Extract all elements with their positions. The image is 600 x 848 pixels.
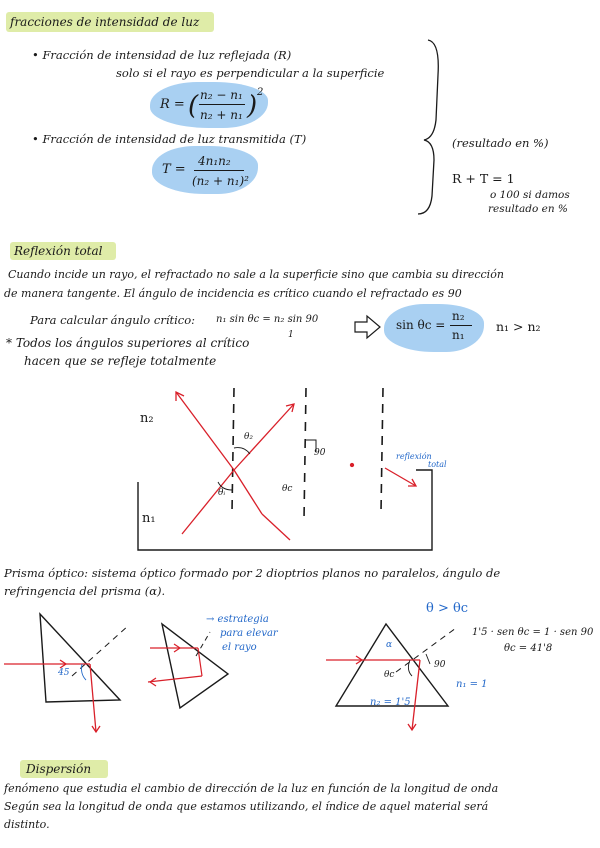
- medium-container: [138, 470, 432, 550]
- prism-3-n2: n₂ = 1'5: [370, 697, 411, 708]
- critical-ray: [262, 514, 290, 540]
- formula-r-paren-open: (: [188, 91, 199, 121]
- calc-equation: n₁ sin θc = n₂ sin 90: [216, 314, 319, 325]
- sum-note-2: resultado en %: [488, 203, 568, 215]
- prism-1: [40, 614, 120, 702]
- prism-1-normal: [72, 626, 128, 676]
- reflexion-line-1: Cuando incide un rayo, el refractado no sale a la superficie sino que cambia su dirección: [8, 268, 504, 281]
- label-n2: n₂: [140, 411, 154, 426]
- label-tir-1: reflexión: [396, 452, 432, 461]
- refracted-ray-1: [234, 404, 294, 470]
- label-thetac: θc: [282, 484, 293, 494]
- section-title-reflexion: Reflexión total: [14, 244, 103, 258]
- formula-r-exponent: 2: [257, 87, 264, 98]
- reflected-condition: solo si el rayo es perpendicular a la superficie: [116, 66, 385, 80]
- note-line-2: hacen que se refleje totalmente: [24, 354, 217, 368]
- angle-arc-theta2: [234, 448, 250, 454]
- calc-equation-one: 1: [288, 330, 294, 340]
- prism-calc-2: θc = 41'8: [504, 643, 553, 654]
- prism-3-reflected: [412, 660, 420, 730]
- label-ninety: 90: [314, 448, 326, 458]
- strategy-line-3: el rayo: [222, 642, 257, 653]
- transmitted-label: • Fracción de intensidad de luz transmitida (T): [32, 132, 307, 146]
- prism-3-right-angle: [426, 654, 430, 664]
- result-note: (resultado en %): [452, 136, 549, 150]
- prism-3-n1: n₁ = 1: [456, 679, 488, 690]
- formula-t-numerator: 4n₁n₂: [198, 154, 231, 168]
- formula-t-denominator: (n₂ + n₁)²: [192, 174, 249, 188]
- label-n1: n₁: [142, 511, 156, 526]
- prism-2-normal: [196, 632, 210, 656]
- right-brace: [418, 40, 438, 214]
- critical-formula-denominator: n₁: [452, 328, 465, 342]
- strategy-line-2: para elevar: [220, 628, 278, 639]
- refraction-condition: n₁ > n₂: [496, 319, 541, 334]
- dispersion-line-2: Según sea la longitud de onda que estamos utilizando, el índice de aquel material será: [4, 800, 489, 813]
- formula-t-left: T =: [162, 162, 186, 177]
- critical-formula-numerator: n₂: [452, 309, 465, 323]
- prism-3-alpha: α: [386, 640, 393, 650]
- formula-r-denominator: n₂ + n₁: [200, 108, 243, 122]
- prism-3-angle-arc: [408, 660, 412, 676]
- label-theta1: θᵢ: [218, 488, 226, 498]
- tir-ray: [385, 468, 416, 486]
- incident-ray-2: [234, 470, 262, 514]
- calc-label: Para calcular ángulo crítico:: [30, 313, 196, 327]
- prism-3-ninety: 90: [434, 660, 446, 670]
- prism-2: [162, 624, 228, 708]
- normal-line-1: [232, 388, 234, 512]
- condition-theta: θ > θc: [426, 601, 469, 616]
- critical-formula-left: sin θc =: [396, 318, 446, 332]
- sum-note-1: o 100 si damos: [490, 189, 570, 201]
- prism-2-ray-out: [148, 676, 202, 682]
- reflected-ray-1: [176, 392, 234, 470]
- label-tir-2: total: [428, 460, 447, 469]
- label-theta2: θ₂: [244, 432, 254, 442]
- incident-ray-1: [182, 470, 234, 534]
- ray-dot: [351, 464, 354, 467]
- sum-equation: R + T = 1: [452, 171, 515, 186]
- dispersion-line-1: fenómeno que estudia el cambio de dirección de la luz en función de la longitud de onda: [4, 782, 499, 795]
- section-title-dispersion: Dispersión: [26, 762, 92, 776]
- prism-3: [336, 624, 448, 706]
- normal-line-3: [381, 388, 383, 512]
- strategy-line-1: → estrategia: [206, 614, 269, 625]
- note-line-1: * Todos los ángulos superiores al crítico: [6, 336, 250, 350]
- hollow-arrow: [355, 316, 380, 338]
- formula-r-paren-close: ): [247, 91, 258, 121]
- prisma-definition-1: Prisma óptico: sistema óptico formado por 2 dioptrios planos no paralelos, ángulo de: [4, 566, 501, 580]
- prism-1-angle-label: 45: [58, 668, 70, 678]
- prism-calc-1: 1'5 · sen θc = 1 · sen 90: [472, 627, 594, 638]
- reflected-label: • Fracción de intensidad de luz reflejada (R): [32, 48, 292, 62]
- prisma-definition-2: refringencia del prisma (α).: [4, 584, 166, 598]
- prism-3-thetac: θc: [384, 670, 395, 680]
- normal-line-2: [304, 388, 306, 520]
- reflexion-line-2: de manera tangente. El ángulo de incidencia es crítico cuando el refractado es 90: [4, 287, 462, 300]
- dispersion-line-3: distinto.: [4, 818, 50, 831]
- formula-r-left: R =: [160, 97, 185, 112]
- formula-r-numerator: n₂ − n₁: [200, 88, 243, 102]
- section-title-fracciones: fracciones de intensidad de luz: [10, 15, 200, 29]
